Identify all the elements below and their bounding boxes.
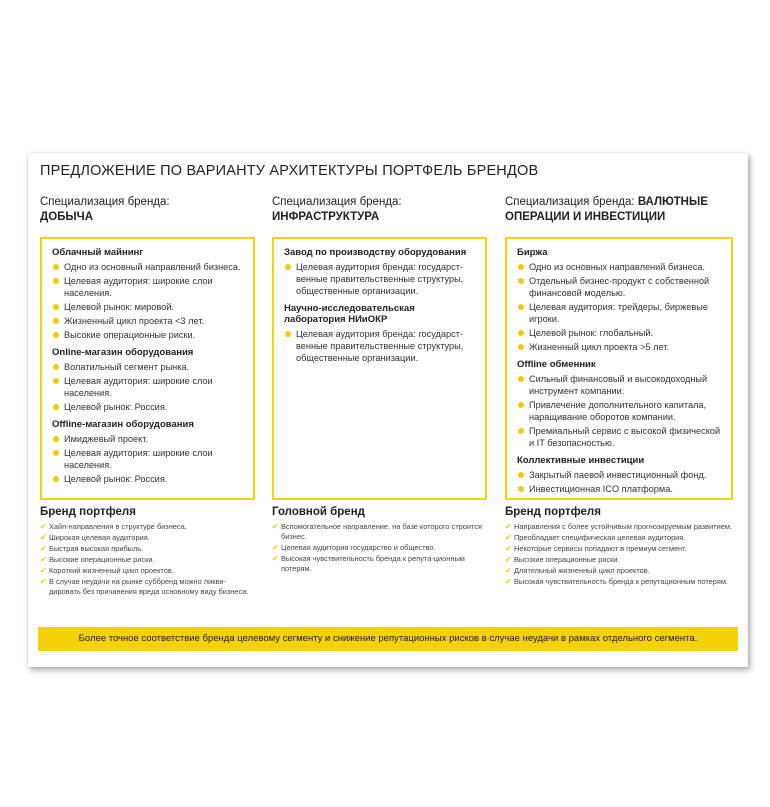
brand-type-list <box>40 522 255 597</box>
list-item: Целевая аудитория: широкие слои населения. <box>52 275 245 299</box>
list-item: ✔ Некоторые сервисы попадают в премиум сегмент. <box>505 544 687 553</box>
group-title: Offline-магазин оборудования <box>52 419 194 430</box>
list-item: ✔ Преобладает специфическая целевая аудитория. <box>505 533 686 542</box>
brands-box <box>505 237 733 500</box>
group-list <box>517 469 723 495</box>
list-item: Целевой рынок: Россия. <box>52 473 245 485</box>
list-item: ✔ Быстрая высокая прибыль. <box>40 544 144 553</box>
spec-heading <box>40 195 255 225</box>
brand-type-list <box>272 522 487 574</box>
brands-box <box>272 237 487 500</box>
list-item: Волатильный сегмент рынка. <box>52 361 245 373</box>
list-item: Целевая аудитория бренда: государст-венные правительственные структуры, общественные организации. <box>284 328 477 364</box>
bullet-icon <box>53 436 59 442</box>
check-icon: ✔ <box>505 566 512 575</box>
brand-type-title: Бренд портфеля <box>40 506 136 518</box>
spec-prefix: Специализация бренда: <box>40 196 170 208</box>
bullet-icon <box>53 278 59 284</box>
slide-title: ПРЕДЛОЖЕНИЕ ПО ВАРИАНТУ АРХИТЕКТУРЫ ПОРТФЕЛЬ БРЕНДОВ <box>40 163 539 179</box>
bullet-icon <box>518 278 524 284</box>
list-item: Одно из основных направлений бизнеса. <box>517 261 723 273</box>
spec-heading <box>505 195 735 225</box>
check-icon: ✔ <box>505 522 512 531</box>
bullet-icon <box>518 330 524 336</box>
list-item: ✔ Высокие операционные риски. <box>40 555 155 564</box>
column-currency-investments <box>505 195 735 586</box>
group-list <box>52 361 245 413</box>
list-item: ✔ Направления с более устойчивым прогнозируемым развитием. <box>505 522 732 531</box>
list-item: Целевой рынок: глобальный. <box>517 327 723 339</box>
list-item: ✔ В случае неудачи на рынке суббренд можно ликви-дировать без причинения вреда основному виду бизнеса. <box>40 577 249 596</box>
list-item: ✔ Высокие операционные риски. <box>505 555 620 564</box>
list-item: ✔ Вспомогательное направление, на базе которого строится бизнес. <box>272 522 482 541</box>
group-title: Облачный майнинг <box>52 247 144 258</box>
list-item: Целевой рынок: Россия. <box>52 401 245 413</box>
spec-name: ДОБЫЧА <box>40 211 94 223</box>
list-item: Целевая аудитория: широкие слои населения. <box>52 447 245 471</box>
list-item: Привлечение дополнительного капитала, наращивание оборотов компании. <box>517 399 723 423</box>
bullet-icon <box>53 404 59 410</box>
bullet-icon <box>53 304 59 310</box>
brand-type-title: Головной бренд <box>272 506 365 518</box>
bullet-icon <box>53 364 59 370</box>
list-item: Одно из основный направлений бизнеса. <box>52 261 245 273</box>
list-item: ✔ Хайп-направления в структуре бизнеса. <box>40 522 187 531</box>
spec-name: ВАЛЮТНЫЕ ОПЕРАЦИИ И ИНВЕСТИЦИИ <box>505 196 708 223</box>
list-item: Закрытый паевой инвестиционный фонд. <box>517 469 723 481</box>
bullet-icon <box>518 304 524 310</box>
spec-prefix: Специализация бренда: <box>505 196 635 208</box>
bullet-icon <box>53 318 59 324</box>
spec-heading <box>272 195 487 225</box>
bullet-icon <box>518 376 524 382</box>
list-item: Целевой рынок: мировой. <box>52 301 245 313</box>
list-item: ✔ Высокая чувствительность бренда к репута-ционным потерям. <box>272 554 465 573</box>
brand-type-section <box>40 506 255 603</box>
list-item: Жизненный цикл проекта >5 лет. <box>517 341 723 353</box>
bullet-icon <box>518 472 524 478</box>
check-icon: ✔ <box>505 533 512 542</box>
group-list <box>52 261 245 341</box>
list-item: ✔ Широкая целевая аудитория. <box>40 533 150 542</box>
list-item: Отдельный бизнес-продукт с собственной финансовой моделью. <box>517 275 723 299</box>
check-icon: ✔ <box>505 555 512 564</box>
brand-type-section <box>505 506 735 593</box>
group-title: Научно-исследовательская лаборатория НИиОКР <box>284 303 415 325</box>
brands-box <box>40 237 255 500</box>
check-icon: ✔ <box>40 566 47 575</box>
group-list <box>52 433 245 485</box>
list-item: Имиджевый проект. <box>52 433 245 445</box>
group-title: Завод по производству оборудования <box>284 247 467 258</box>
list-item: Целевая аудитория: трейдеры, биржевые игроки. <box>517 301 723 325</box>
bullet-icon <box>53 378 59 384</box>
list-item: Сильный финансовый и высокодоходный инструмент компании. <box>517 373 723 397</box>
check-icon: ✔ <box>505 577 512 586</box>
column-mining <box>40 195 255 596</box>
check-icon: ✔ <box>40 533 47 542</box>
list-item: ✔ Короткий жизненный цикл проектов. <box>40 566 174 575</box>
list-item: Жизненный цикл проекта <3 лет. <box>52 315 245 327</box>
check-icon: ✔ <box>272 554 279 563</box>
brand-type-list <box>505 522 735 587</box>
check-icon: ✔ <box>272 543 279 552</box>
spec-name: ИНФРАСТРУКТУРА <box>272 211 380 223</box>
bullet-icon <box>53 450 59 456</box>
bullet-icon <box>53 332 59 338</box>
list-item: ✔ Целевая аудитория государство и общество. <box>272 543 436 552</box>
group-list <box>517 261 723 353</box>
bullet-icon <box>53 264 59 270</box>
brand-type-section <box>272 506 487 580</box>
bullet-icon <box>518 402 524 408</box>
list-item: Высокие операционные риски. <box>52 329 245 341</box>
group-title: Online-магазин оборудования <box>52 347 194 358</box>
list-item: Целевая аудитория: широкие слои населения. <box>52 375 245 399</box>
slide <box>28 153 748 667</box>
group-list <box>284 328 477 364</box>
bullet-icon <box>285 331 291 337</box>
group-list <box>284 261 477 297</box>
conclusion-banner: Более точное соответствие бренда целевому сегменту и снижение репутационных рисков в случае неудачи в рамках отдельного сегмента. <box>38 627 738 651</box>
brand-type-title: Бренд портфеля <box>505 506 601 518</box>
bullet-icon <box>518 344 524 350</box>
spec-prefix: Специализация бренда: <box>272 196 402 208</box>
bullet-icon <box>518 428 524 434</box>
group-title: Offline обменник <box>517 359 596 370</box>
check-icon: ✔ <box>40 555 47 564</box>
list-item: Премиальный сервис с высокой физической и IT безопасностью. <box>517 425 723 449</box>
bullet-icon <box>518 486 524 492</box>
check-icon: ✔ <box>40 577 47 586</box>
bullet-icon <box>285 264 291 270</box>
list-item: Целевая аудитория бренда: государст-венные правительственные структуры, общественные организации. <box>284 261 477 297</box>
group-list <box>517 373 723 449</box>
list-item: Инвестиционная ICO платформа. <box>517 483 723 495</box>
check-icon: ✔ <box>272 522 279 531</box>
group-title: Коллективные инвестиции <box>517 455 645 466</box>
bullet-icon <box>53 476 59 482</box>
group-title: Биржа <box>517 247 548 258</box>
list-item: ✔ Высокая чувствительность бренда к репутационным потерям. <box>505 577 728 586</box>
check-icon: ✔ <box>40 544 47 553</box>
check-icon: ✔ <box>40 522 47 531</box>
list-item: ✔ Длительный жизненный цикл проектов. <box>505 566 650 575</box>
check-icon: ✔ <box>505 544 512 553</box>
bullet-icon <box>518 264 524 270</box>
column-infrastructure <box>272 195 487 573</box>
